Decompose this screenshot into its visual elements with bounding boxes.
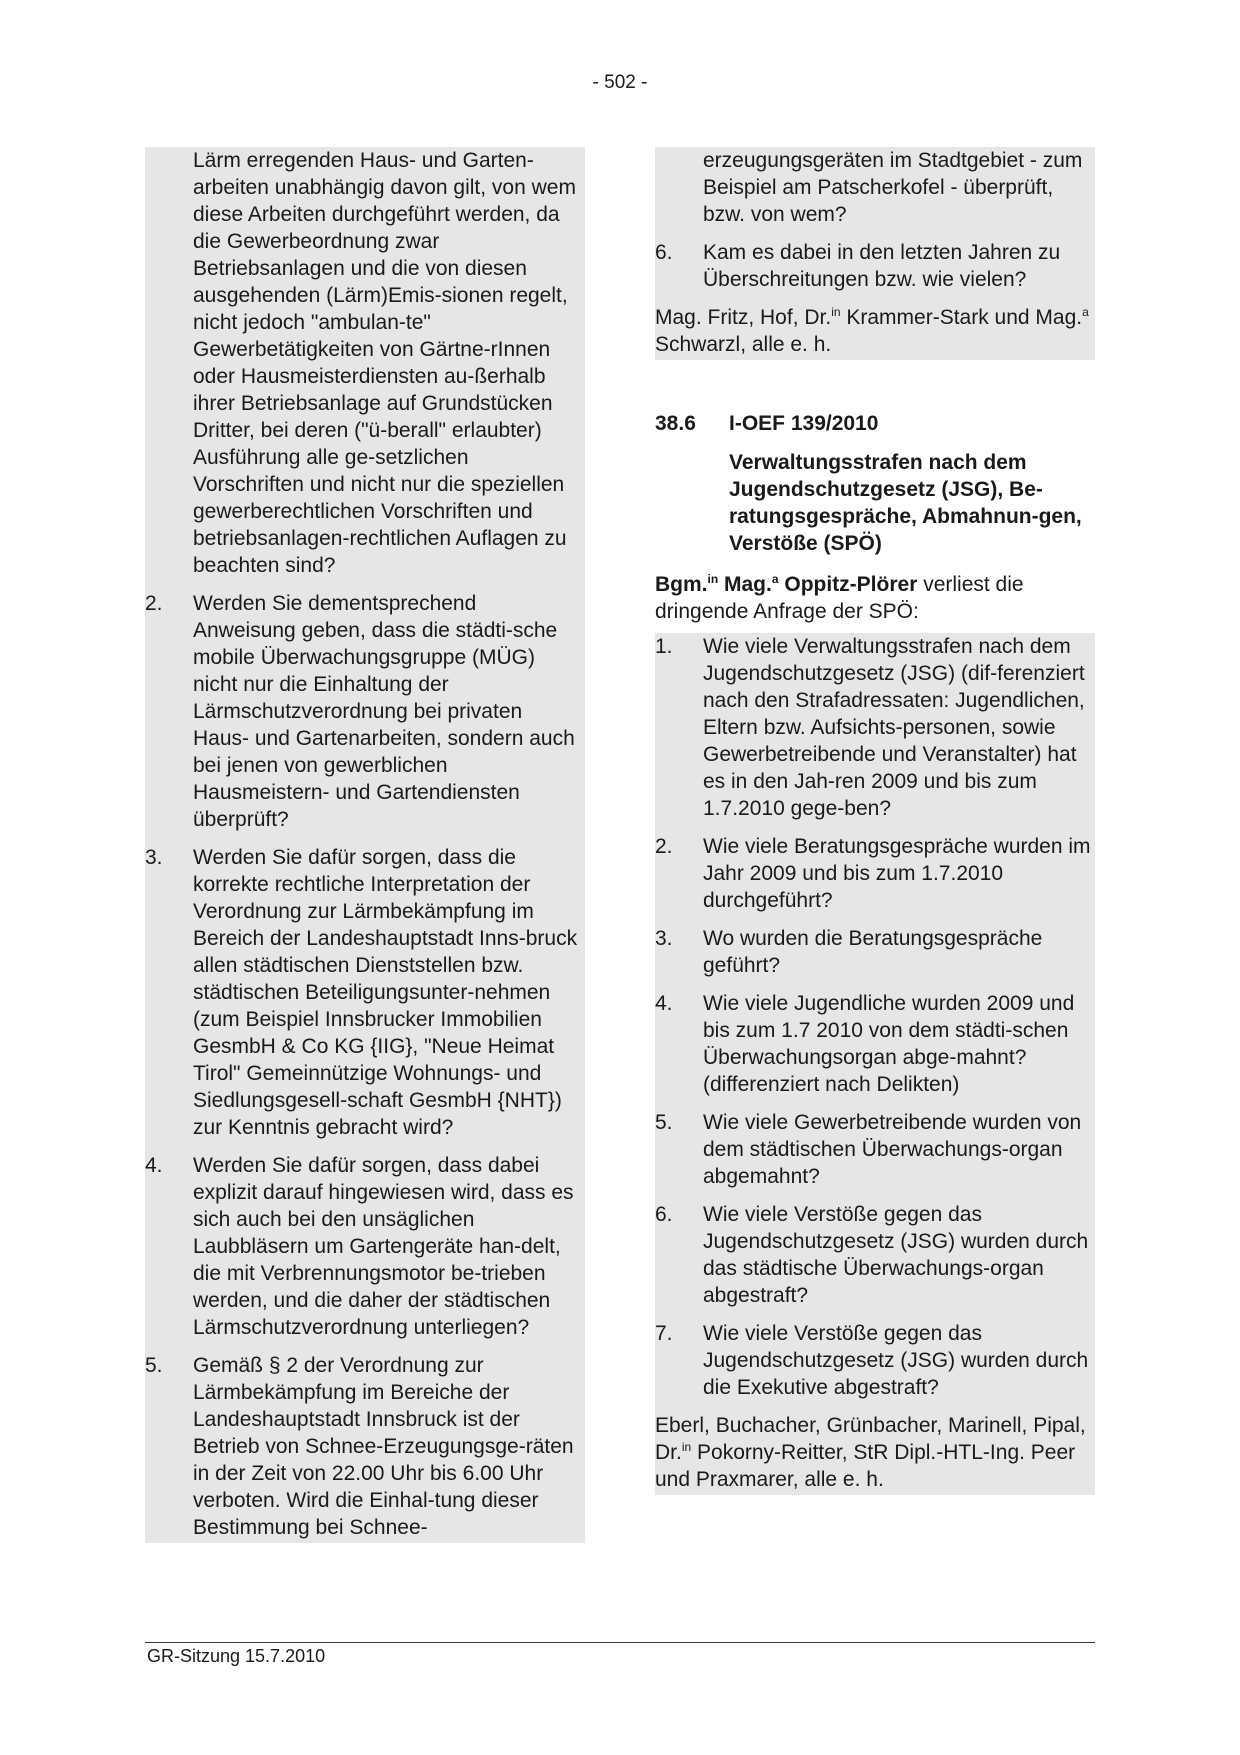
question-number: 5. bbox=[655, 1111, 673, 1134]
intro-paragraph: Bgm.$^{in}$ Mag.$^a$ Oppitz-Plörer verliest die dringende Anfrage der SPÖ: bbox=[655, 572, 1024, 623]
question-number: 6. bbox=[655, 1203, 673, 1226]
question-item bbox=[655, 633, 1091, 822]
item-1-continuation: Lärm erregenden Haus- und Garten-arbeiten unabhängig davon gilt, von wem diese Arbeiten durchgeführt werden, da die Gewerbeordnung zwar Betriebsanlagen und die von diesen ausgehenden (Lärm)Emis-sionen regelt, nicht jedoch "ambulan-te" Gewerbetätigkeiten von Gärtne-rInnen oder Hausmeisterdiensten au-ßerhalb ihrer Betriebsanlage auf Grundstücken Dritter, bei deren ("ü-berall" erlaubter) Ausführung alle ge-setzlichen Vorschriften und nicht nur die speziellen gewerberechtlichen Vorschriften und betriebsanlagen-rechtlichen Auflagen zu beachten sind? bbox=[193, 149, 576, 577]
list-item bbox=[655, 239, 1091, 293]
question-number: 3. bbox=[655, 927, 673, 950]
left-shaded-block bbox=[145, 147, 585, 1543]
question-item bbox=[655, 1201, 1091, 1309]
list-item bbox=[145, 1352, 581, 1541]
question-number: 7. bbox=[655, 1322, 673, 1345]
section-number: 38.6 bbox=[655, 412, 696, 435]
question-item bbox=[655, 1320, 1091, 1401]
section-heading bbox=[655, 410, 1095, 437]
footer-divider bbox=[145, 1642, 1095, 1643]
list-item-text: Kam es dabei in den letzten Jahren zu Überschreitungen bzw. wie vielen? bbox=[703, 241, 1061, 291]
item-5-continuation: erzeugungsgeräten im Stadtgebiet - zum Beispiel am Patscherkofel - überprüft, bzw. von wem? bbox=[703, 149, 1083, 226]
question-number: 1. bbox=[655, 635, 673, 658]
list-item-text: Werden Sie dafür sorgen, dass die korrekte rechtliche Interpretation der Verordnung zur Lärmbekämpfung im Bereich der Landeshauptstadt Inns-bruck allen städtischen Dienststellen bzw. städtischen Beteiligungsunter-nehmen (zum Beispiel Innsbrucker Immobilien GesmbH & Co KG {IIG}, "Neue Heimat Tirol" Gemeinnützige Wohnungs- und Siedlungsgesell-schaft GesmbH {NHT}) zur Kenntnis gebracht wird? bbox=[193, 846, 578, 1139]
question-item bbox=[655, 925, 1091, 979]
question-item bbox=[655, 990, 1091, 1098]
question-text: Wie viele Gewerbetreibende wurden von dem städtischen Überwachungs-organ abgemahnt? bbox=[703, 1111, 1082, 1188]
list-item-text: Werden Sie dementsprechend Anweisung geben, dass die städti-sche mobile Überwachungsgruppe (MÜG) nicht nur die Einhaltung der Lärmschutzverordnung bei privaten Haus- und Gartenarbeiten, sondern auch bei jenen von gewerblichen Hausmeistern- und Gartendiensten überprüft? bbox=[193, 592, 575, 831]
list-item-number: 2. bbox=[145, 592, 163, 615]
list-item-number: 5. bbox=[145, 1354, 163, 1377]
right-shaded-block-questions bbox=[655, 633, 1095, 1495]
question-number: 4. bbox=[655, 992, 673, 1015]
list-item-text: Gemäß § 2 der Verordnung zur Lärmbekämpfung im Bereiche der Landeshauptstadt Innsbruck ist der Betrieb von Schnee-Erzeugungsge-räten in der Zeit von 22.00 Uhr bis 6.00 Uhr verboten. Wird die Einhal-tung dieser Bestimmung bei Schnee- bbox=[193, 1354, 574, 1539]
signers-second: Eberl, Buchacher, Grünbacher, Marinell, Pipal, Dr.$^{in}$ Pokorny-Reitter, StR Dipl.-HTL-Ing. Peer und Praxmarer, alle e. h. bbox=[655, 1414, 1086, 1491]
section-title: Verwaltungsstrafen nach dem Jugendschutzgesetz (JSG), Be-ratungsgespräche, Abmahnun-gen, Verstöße (SPÖ) bbox=[729, 451, 1082, 555]
question-text: Wie viele Verstöße gegen das Jugendschutzgesetz (JSG) wurden durch das städtische Überwachungs-organ abgestraft? bbox=[703, 1203, 1089, 1307]
section-code: I-OEF 139/2010 bbox=[729, 412, 879, 435]
list-item-number: 3. bbox=[145, 846, 163, 869]
question-item bbox=[655, 833, 1091, 914]
list-item-number: 4. bbox=[145, 1154, 163, 1177]
list-item bbox=[145, 1152, 581, 1341]
left-column bbox=[145, 147, 585, 1543]
footer-text: GR-Sitzung 15.7.2010 bbox=[147, 1646, 326, 1666]
list-item-text: Werden Sie dafür sorgen, dass dabei explizit darauf hingewiesen wird, dass es sich auch bei den unsäglichen Laubbläsern um Gartengeräte han-delt, die mit Verbrennungsmotor be-trieben werden, und die daher der städtischen Lärmschutzverordnung unterliegen? bbox=[193, 1154, 574, 1339]
page-number: - 502 - bbox=[592, 72, 648, 93]
question-text: Wo wurden die Beratungsgespräche geführt? bbox=[703, 927, 1043, 977]
question-item bbox=[655, 1109, 1091, 1190]
question-text: Wie viele Jugendliche wurden 2009 und bis zum 1.7 2010 von dem städti-schen Überwachungsorgan abge-mahnt? (differenziert nach Delikten) bbox=[703, 992, 1075, 1096]
right-shaded-block-top bbox=[655, 147, 1095, 360]
list-item-number: 6. bbox=[655, 241, 673, 264]
right-column bbox=[655, 147, 1095, 1495]
question-text: Wie viele Verstöße gegen das Jugendschutzgesetz (JSG) wurden durch die Exekutive abgestraft? bbox=[703, 1322, 1089, 1399]
signers-first: Mag. Fritz, Hof, Dr.$^{in}$ Krammer-Stark und Mag.$^a$ Schwarzl, alle e. h. bbox=[655, 305, 1089, 356]
question-text: Wie viele Verwaltungsstrafen nach dem Jugendschutzgesetz (JSG) (dif-ferenziert nach den Strafadressaten: Jugendlichen, Eltern bzw. Aufsichts-personen, sowie Gewerbetreibende und Veranstalter) hat es in den Jah-ren 2009 und bis zum 1.7.2010 gege-ben? bbox=[703, 635, 1085, 820]
list-item bbox=[145, 590, 581, 833]
list-item bbox=[145, 844, 581, 1141]
question-number: 2. bbox=[655, 835, 673, 858]
question-text: Wie viele Beratungsgespräche wurden im Jahr 2009 und bis zum 1.7.2010 durchgeführt? bbox=[703, 835, 1091, 912]
